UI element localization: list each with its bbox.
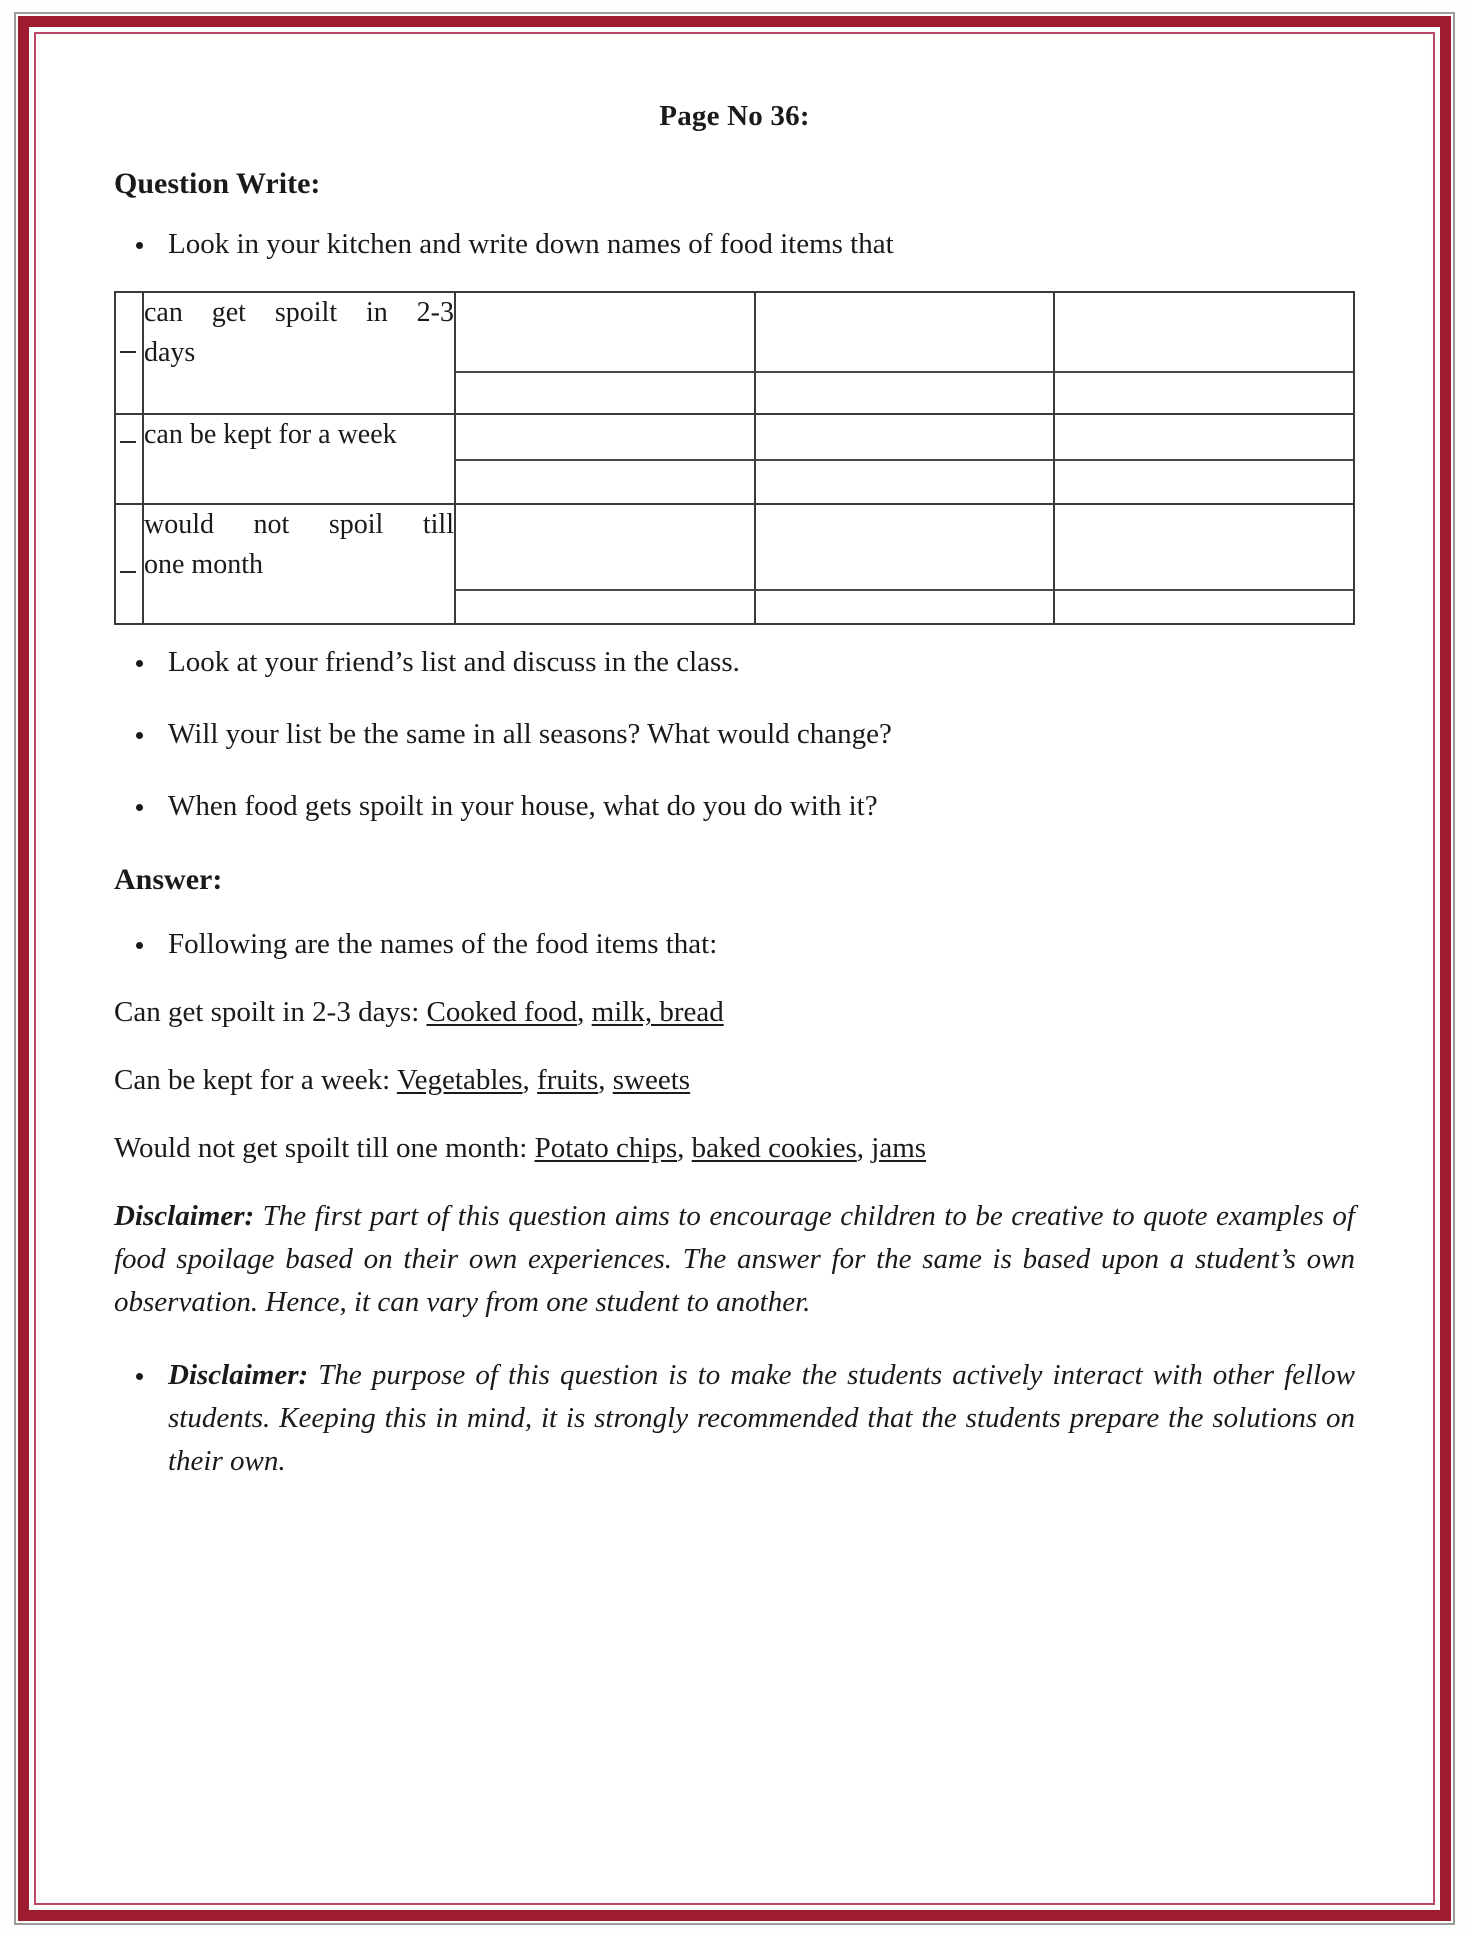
answer-line-one-month bbox=[114, 1127, 1355, 1169]
answer-separator: , bbox=[522, 1064, 538, 1097]
dash-icon bbox=[120, 571, 136, 573]
table-row-dash-cell bbox=[115, 414, 143, 504]
table-blank-cell[interactable] bbox=[755, 504, 1055, 624]
answer-intro-bullet: Following are the names of the food items that: bbox=[114, 923, 1355, 965]
question-bullet-item: Will your list be the same in all seasons? What would change? bbox=[114, 713, 1355, 755]
table-blank-cell[interactable] bbox=[1054, 292, 1354, 414]
answer-item: sweets bbox=[612, 1064, 691, 1097]
answer-line-kept-week bbox=[114, 1059, 1355, 1101]
cell-writing-rule bbox=[756, 589, 1054, 591]
question-bullet-item: Look in your kitchen and write down names of food items that bbox=[114, 223, 1355, 265]
answer-heading: Answer: bbox=[114, 863, 223, 897]
answer-line-spoilt-2-3-days bbox=[114, 991, 1355, 1033]
table-row bbox=[115, 292, 1354, 414]
dash-icon bbox=[120, 351, 136, 353]
answer-item: Vegetables bbox=[396, 1064, 523, 1097]
food-items-table bbox=[114, 291, 1355, 625]
table-blank-cell[interactable] bbox=[1054, 504, 1354, 624]
cell-writing-rule bbox=[456, 371, 754, 373]
cell-writing-rule bbox=[1055, 371, 1353, 373]
cell-writing-rule bbox=[1055, 589, 1353, 591]
question-heading: Question Write: bbox=[114, 167, 321, 200]
answer-bullet-list bbox=[114, 923, 1355, 965]
question-bullet-item: Look at your friend’s list and discuss in the class. bbox=[114, 641, 1355, 683]
table-row-dash-cell bbox=[115, 292, 143, 414]
answer-line-prefix: Would not get spoilt till one month: bbox=[114, 1132, 535, 1165]
table-blank-cell[interactable] bbox=[455, 292, 755, 414]
answer-item: baked cookies bbox=[691, 1132, 857, 1165]
answer-separator: , bbox=[577, 996, 592, 1029]
table-row-dash-cell bbox=[115, 504, 143, 624]
answer-separator: , bbox=[856, 1132, 872, 1165]
table-row-label-line1: can be kept for a week bbox=[144, 419, 397, 451]
cell-writing-rule bbox=[1055, 459, 1353, 461]
page-content bbox=[40, 38, 1429, 1899]
cell-writing-rule bbox=[456, 589, 754, 591]
table-blank-cell[interactable] bbox=[755, 414, 1055, 504]
answer-item: Cooked food bbox=[426, 996, 578, 1029]
cell-writing-rule bbox=[756, 459, 1054, 461]
table-blank-cell[interactable] bbox=[1054, 414, 1354, 504]
answer-line-prefix: Can be kept for a week: bbox=[114, 1064, 397, 1097]
disclaimer-text: The first part of this question aims to encourage children to be creative to quote examples of food spoilage based on their own experiences. The answer for the same is based upon a student’s own observation. Hence, it can vary from one student to another. bbox=[114, 1200, 1355, 1319]
question-bullet-list-top bbox=[114, 223, 1355, 265]
table-row-label-line1: would not spoil till bbox=[144, 509, 454, 541]
table-row-label-cell bbox=[143, 292, 455, 414]
answer-item: milk, bread bbox=[591, 996, 724, 1029]
table-row bbox=[115, 414, 1354, 504]
answer-separator: , bbox=[677, 1132, 692, 1165]
disclaimer-bullet-list bbox=[114, 1354, 1355, 1483]
table-row-label-line1: can get spoilt in 2-3 bbox=[144, 297, 454, 329]
question-bullet-list-bottom bbox=[114, 641, 1355, 827]
table-row-label-cell bbox=[143, 504, 455, 624]
dash-icon bbox=[120, 441, 136, 443]
page-title: Page No 36: bbox=[659, 100, 810, 132]
table-row-label-cell bbox=[143, 414, 455, 504]
table-blank-cell[interactable] bbox=[455, 504, 755, 624]
answer-item: Potato chips bbox=[534, 1132, 678, 1165]
disclaimer-label: Disclaimer: bbox=[114, 1200, 255, 1233]
cell-writing-rule bbox=[756, 371, 1054, 373]
table-row-label-line2: one month bbox=[144, 548, 263, 580]
answer-item: fruits bbox=[537, 1064, 599, 1097]
table-blank-cell[interactable] bbox=[455, 414, 755, 504]
question-bullet-item: When food gets spoilt in your house, what do you do with it? bbox=[114, 785, 1355, 827]
table-blank-cell[interactable] bbox=[755, 292, 1055, 414]
disclaimer-text: The purpose of this question is to make the students actively interact with other fellow students. Keeping this in mind, it is strongly recommended that the students prepare the solutions on their own. bbox=[168, 1359, 1355, 1477]
answer-line-prefix: Can get spoilt in 2-3 days: bbox=[114, 996, 427, 1029]
disclaimer-second bbox=[114, 1354, 1355, 1483]
disclaimer-label: Disclaimer: bbox=[168, 1359, 309, 1392]
disclaimer-first bbox=[114, 1195, 1355, 1324]
cell-writing-rule bbox=[456, 459, 754, 461]
answer-separator: , bbox=[598, 1064, 613, 1097]
table-row bbox=[115, 504, 1354, 624]
table-row-label-line2: days bbox=[144, 336, 196, 368]
answer-item: jams bbox=[871, 1132, 927, 1165]
